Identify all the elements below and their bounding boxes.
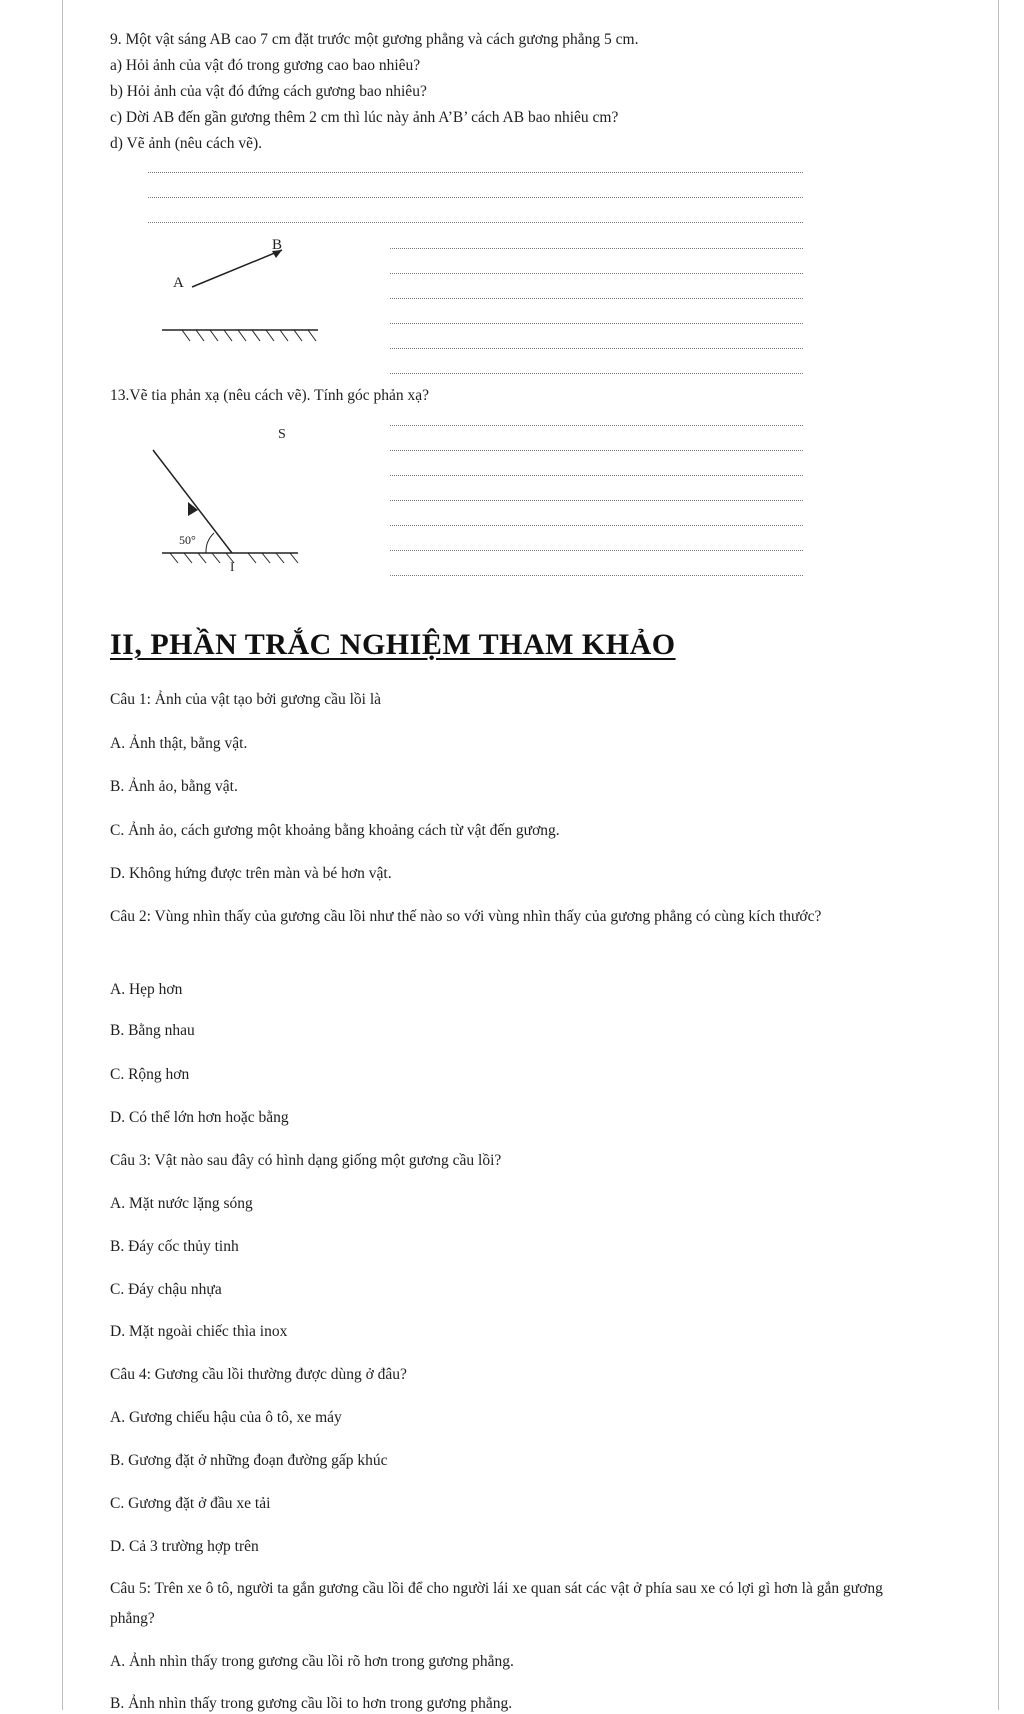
answer-line [390, 500, 803, 501]
option-4b: B. Gương đặt ở những đoạn đường gấp khúc [110, 1452, 388, 1469]
question-3: Câu 3: Vật nào sau đây có hình dạng giống một gương cầu lồi? [110, 1152, 502, 1169]
object-ab-line [192, 250, 282, 287]
question-4: Câu 4: Gương cầu lồi thường được dùng ở đâu? [110, 1366, 407, 1383]
answer-line [390, 248, 803, 249]
q9-part-a: a) Hỏi ảnh của vật đó trong gương cao bao nhiêu? [110, 57, 421, 74]
label-i: I [230, 559, 235, 574]
section-heading: II, PHẦN TRẮC NGHIỆM THAM KHẢO [110, 628, 676, 661]
q9-part-b: b) Hỏi ảnh của vật đó đứng cách gương bao nhiêu? [110, 83, 427, 100]
answer-line [390, 475, 803, 476]
page-right-edge [998, 0, 999, 1710]
q9-part-d: d) Vẽ ảnh (nêu cách vẽ). [110, 135, 263, 152]
option-2c: C. Rộng hơn [110, 1066, 190, 1083]
angle-arc [206, 533, 214, 553]
mirror-hatching [182, 330, 316, 341]
label-s: S [278, 427, 286, 442]
option-4a: A. Gương chiếu hậu của ô tô, xe máy [110, 1409, 342, 1426]
question-1: Câu 1: Ảnh của vật tạo bởi gương cầu lồi là [110, 691, 382, 708]
option-1c: C. Ảnh ảo, cách gương một khoảng bằng khoảng cách từ vật đến gương. [110, 822, 560, 839]
option-3d: D. Mặt ngoài chiếc thìa inox [110, 1323, 288, 1340]
answer-line [390, 450, 803, 451]
q13-reflection-figure [150, 420, 320, 580]
angle-label: 50° [179, 533, 196, 547]
option-2a: A. Hẹp hơn [110, 981, 183, 998]
option-3a: A. Mặt nước lặng sóng [110, 1195, 253, 1212]
answer-line [390, 323, 803, 324]
answer-line [390, 575, 803, 576]
page-left-edge [62, 0, 63, 1710]
answer-line [390, 273, 803, 274]
answer-line [148, 222, 803, 223]
question-5: Câu 5: Trên xe ô tô, người ta gắn gương cầu lồi để cho người lái xe quan sát các vật ở phía sau xe có lợi gì hơn là gắn gương phẳng? [110, 1580, 883, 1627]
answer-line [390, 298, 803, 299]
ray-arrowhead [188, 502, 198, 516]
q13-title: 13.Vẽ tia phản xạ (nêu cách vẽ). Tính góc phản xạ? [110, 387, 430, 404]
question-2: Câu 2: Vùng nhìn thấy của gương cầu lồi như thế nào so với vùng nhìn thấy của gương phẳng có cùng kích thước? [110, 908, 822, 925]
option-1a: A. Ảnh thật, bằng vật. [110, 735, 248, 752]
q9-part-c: c) Dời AB đến gần gương thêm 2 cm thì lúc này ảnh A’B’ cách AB bao nhiêu cm? [110, 109, 619, 126]
option-5b: B. Ảnh nhìn thấy trong gương cầu lồi to hơn trong gương phẳng. [110, 1695, 513, 1712]
option-3c: C. Đáy chậu nhựa [110, 1281, 222, 1298]
option-3b: B. Đáy cốc thủy tinh [110, 1238, 239, 1255]
answer-line [148, 172, 803, 173]
answer-line [390, 373, 803, 374]
answer-line [390, 348, 803, 349]
option-1d: D. Không hứng được trên màn và bé hơn vật. [110, 865, 392, 882]
option-4c: C. Gương đặt ở đầu xe tải [110, 1495, 271, 1512]
q9-title: 9. Một vật sáng AB cao 7 cm đặt trước một gương phẳng và cách gương phẳng 5 cm. [110, 31, 639, 48]
answer-line [390, 425, 803, 426]
q9-mirror-figure [150, 235, 340, 355]
option-4d: D. Cả 3 trường hợp trên [110, 1538, 259, 1555]
option-5a: A. Ảnh nhìn thấy trong gương cầu lồi rõ hơn trong gương phẳng. [110, 1653, 514, 1670]
option-2b: B. Bằng nhau [110, 1022, 195, 1039]
answer-line [390, 525, 803, 526]
label-b: B [272, 237, 283, 253]
label-a: A [173, 275, 184, 291]
answer-line [390, 550, 803, 551]
option-2d: D. Có thể lớn hơn hoặc bằng [110, 1109, 289, 1126]
option-1b: B. Ảnh ảo, bằng vật. [110, 778, 238, 795]
answer-line [148, 197, 803, 198]
